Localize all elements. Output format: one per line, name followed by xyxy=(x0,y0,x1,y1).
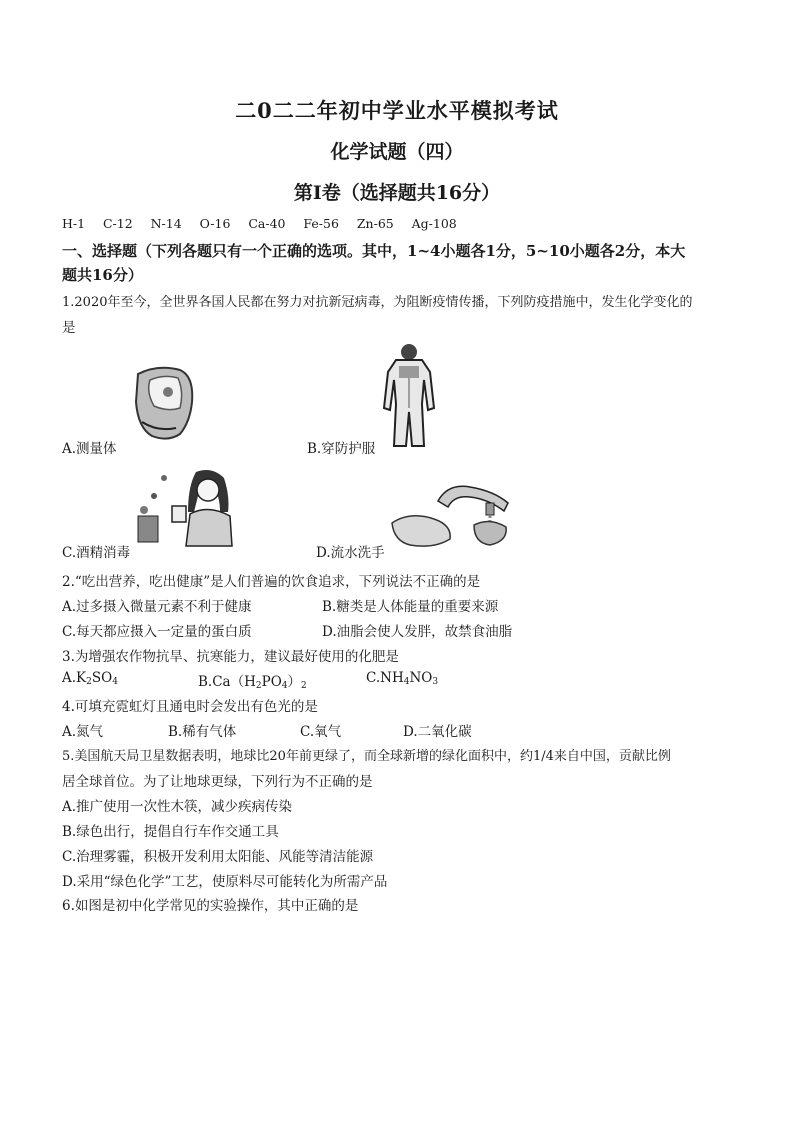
section-heading-line2: 题共16分） xyxy=(62,266,143,284)
q3-option-b: $B.Ca(H_2PO_4)_2$ xyxy=(198,674,307,691)
part-title: 第I卷（选择题共16分） xyxy=(293,182,501,204)
exam-subtitle: 化学试题（四） xyxy=(330,141,464,163)
q5-option-a: A.推广使用一次性木筷，减少疾病传染 xyxy=(62,799,293,815)
q2-option-d: D.油脂会使人发胖，故禁食油脂 xyxy=(322,624,513,640)
q1-option-b: B.穿防护服 xyxy=(307,441,376,457)
q3-option-c: $C.NH_4NO_3$ xyxy=(366,670,439,687)
q1-stem-line1: 1.2020年至今，全世界各国人民都在努力对抗新冠病毒，为阻断疫情传播，下列防疫措施中，发生化学变化的 xyxy=(62,295,693,310)
q5-stem-line2: 居全球首位。为了让地球更绿，下列行为不正确的是 xyxy=(62,774,373,790)
protective-suit-image xyxy=(376,342,442,450)
exam-title: 二0二二年初中学业水平模拟考试 xyxy=(235,98,559,123)
atomic-masses: H-1 C-12 N-14 O-16 Ca-40 Fe-56 Zn-65 Ag-108 xyxy=(62,216,457,231)
q1-option-c: C.酒精消毒 xyxy=(62,545,131,561)
q4-stem: 4.可填充霓虹灯且通电时会发出有色光的是 xyxy=(62,699,318,715)
q5-option-c: C.治理雾霾，积极开发利用太阳能、风能等清洁能源 xyxy=(62,849,374,865)
q2-option-c: C.每天都应摄入一定量的蛋白质 xyxy=(62,624,252,640)
q2-option-a: A.过多摄入微量元素不利于健康 xyxy=(62,599,252,615)
q1-option-a: A.测量体 xyxy=(62,441,117,457)
q5-option-d: D.采用“绿色化学”工艺，使原料尽可能转化为所需产品 xyxy=(62,874,388,890)
q1-option-d: D.流水洗手 xyxy=(316,545,385,561)
q1-stem-line2: 是 xyxy=(62,320,76,336)
q6-stem: 6.如图是初中化学常见的实验操作，其中正确的是 xyxy=(62,898,359,914)
q3-stem: 3.为增强农作物抗旱、抗寒能力，建议最好使用的化肥是 xyxy=(62,649,399,665)
q4-option-b: B.稀有气体 xyxy=(168,724,237,740)
q4-option-a: A.氮气 xyxy=(62,724,104,740)
hand-washing-image xyxy=(390,481,516,551)
q4-option-c: C.氧气 xyxy=(300,724,342,740)
q3-option-a: $A.K_2SO_4$ xyxy=(62,670,118,687)
section-heading-line1: 一、选择题（下列各题只有一个正确的选项。其中，1~4小题各1分，5~10小题各2分，本大 xyxy=(62,242,686,260)
q5-option-b: B.绿色出行，提倡自行车作交通工具 xyxy=(62,824,279,840)
thermometer-image xyxy=(128,362,200,444)
q2-stem: 2.“吃出营养，吃出健康”是人们普遍的饮食追求，下列说法不正确的是 xyxy=(62,574,481,590)
q5-stem-line1: 5.美国航天局卫星数据表明，地球比20年前更绿了，而全球新增的绿化面积中，约1/4来自中国，贡献比例 xyxy=(62,749,671,764)
alcohol-disinfection-image xyxy=(132,466,240,548)
q2-option-b: B.糖类是人体能量的重要来源 xyxy=(322,599,499,615)
q4-option-d: D.二氧化碳 xyxy=(403,724,472,740)
